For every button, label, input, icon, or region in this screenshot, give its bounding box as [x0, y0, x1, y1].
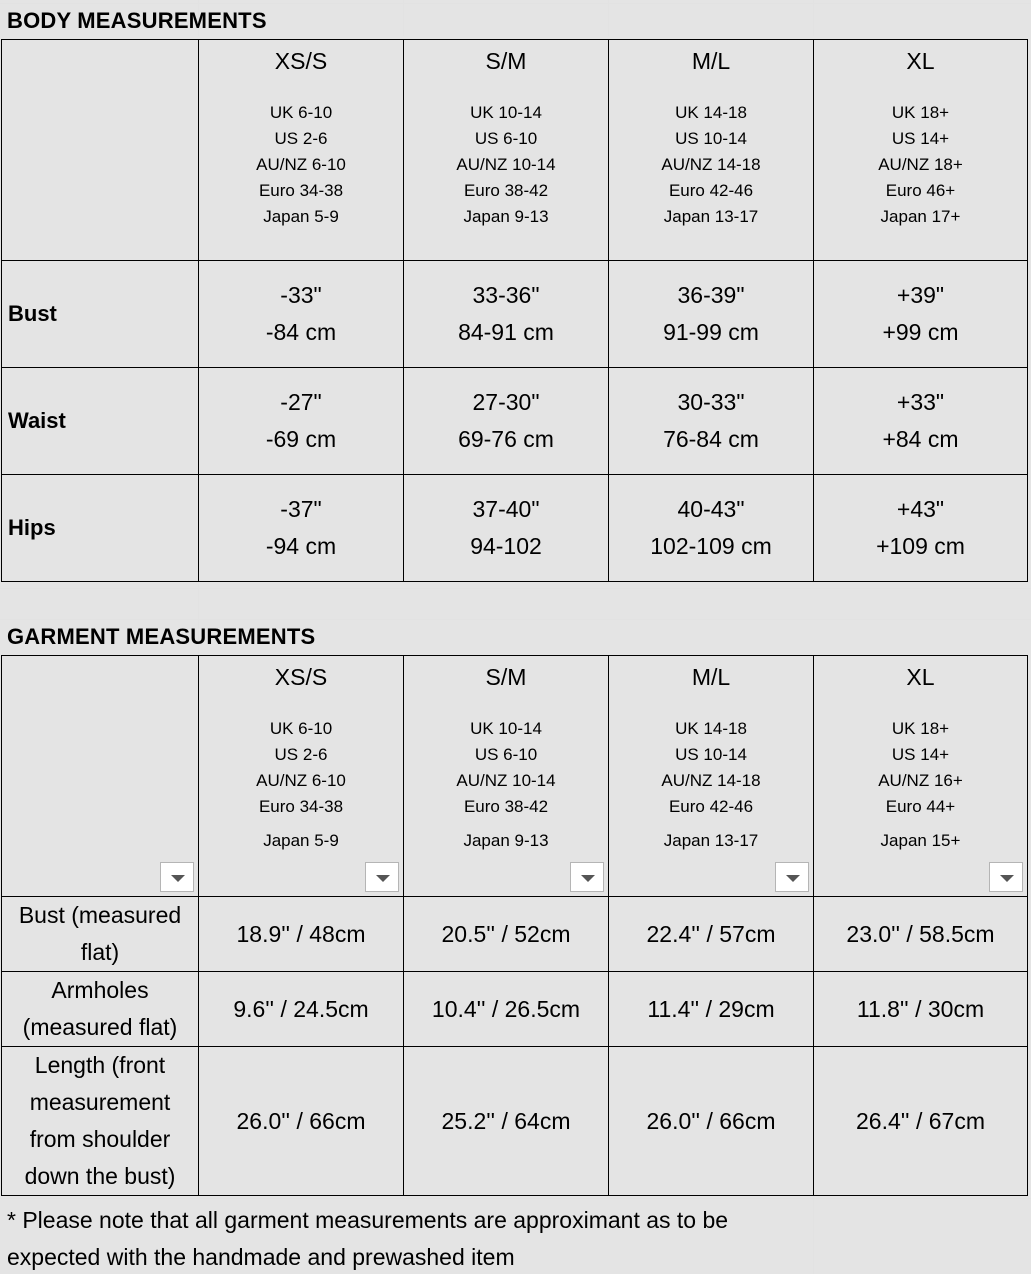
size-au: AU/NZ 6-10 — [256, 155, 346, 174]
measurement-cell — [814, 261, 1028, 368]
size-name: M/L — [691, 48, 731, 74]
value-cm: 94-102 — [470, 533, 542, 559]
value-cm: +99 cm — [882, 319, 959, 345]
filter-dropdown-icon[interactable] — [775, 862, 809, 892]
measurement-cell — [609, 475, 814, 582]
size-column-header — [814, 656, 1028, 897]
value-cm: 69-76 cm — [458, 426, 554, 452]
value-cm: +109 cm — [876, 533, 965, 559]
gridline — [0, 619, 1031, 620]
size-column-header — [199, 656, 404, 897]
row-label — [2, 897, 199, 972]
size-euro: Euro 38-42 — [463, 181, 549, 200]
size-column-header — [199, 40, 404, 261]
measurement-cell: 20.5'' / 52cm — [404, 897, 609, 972]
size-name: XS/S — [274, 48, 328, 74]
garment-row-bust — [2, 897, 1028, 972]
size-au: AU/NZ 14-18 — [661, 771, 761, 790]
empty-header-cell — [2, 656, 199, 897]
garment-size-header-row — [2, 656, 1028, 897]
value-cm: 76-84 cm — [663, 426, 759, 452]
size-column-header — [404, 656, 609, 897]
gridline — [813, 0, 814, 36]
value-inches: 37-40" — [472, 496, 540, 522]
empty-header-cell — [2, 40, 199, 261]
size-uk: UK 18+ — [891, 103, 950, 122]
measurement-cell — [404, 475, 609, 582]
size-us: US 2-6 — [274, 745, 328, 764]
size-japan: Japan 5-9 — [263, 831, 339, 850]
size-uk: UK 10-14 — [470, 103, 542, 122]
size-au: AU/NZ 18+ — [878, 155, 963, 174]
value-cm: 102-109 cm — [650, 533, 772, 559]
measurement-cell: 10.4'' / 26.5cm — [404, 972, 609, 1047]
value-cm: -69 cm — [265, 426, 337, 452]
measurement-cell: 11.8'' / 30cm — [814, 972, 1028, 1047]
row-label: Waist — [2, 368, 199, 475]
measurement-cell: 18.9'' / 48cm — [199, 897, 404, 972]
size-au: AU/NZ 6-10 — [256, 771, 346, 790]
size-name: S/M — [485, 664, 527, 690]
body-row-hips — [2, 475, 1028, 582]
gridline — [0, 3, 1031, 4]
body-row-waist — [2, 368, 1028, 475]
size-au: AU/NZ 10-14 — [456, 155, 556, 174]
filter-dropdown-icon[interactable] — [365, 862, 399, 892]
measurement-cell — [609, 261, 814, 368]
size-us: US 10-14 — [675, 745, 747, 764]
size-euro: Euro 38-42 — [463, 797, 549, 816]
filter-dropdown-icon[interactable] — [570, 862, 604, 892]
value-inches: -27" — [280, 389, 322, 415]
measurement-cell: 23.0'' / 58.5cm — [814, 897, 1028, 972]
measurement-cell: 11.4'' / 29cm — [609, 972, 814, 1047]
size-name: XL — [906, 48, 935, 74]
size-column-header — [814, 40, 1028, 261]
body-row-bust — [2, 261, 1028, 368]
measurement-cell — [199, 368, 404, 475]
gridline — [0, 1198, 1031, 1199]
size-uk: UK 18+ — [891, 719, 950, 738]
measurement-cell: 9.6'' / 24.5cm — [199, 972, 404, 1047]
row-label-line: measurement — [29, 1089, 171, 1115]
gridline — [403, 0, 404, 36]
filter-dropdown-icon[interactable] — [989, 862, 1023, 892]
measurement-cell — [404, 261, 609, 368]
value-cm: 84-91 cm — [458, 319, 554, 345]
size-euro: Euro 44+ — [885, 797, 956, 816]
size-japan: Japan 13-17 — [663, 831, 759, 850]
value-inches: -33" — [280, 282, 322, 308]
size-us: US 2-6 — [274, 129, 328, 148]
row-label: Bust — [2, 261, 199, 368]
row-label-line: Length (front — [34, 1052, 166, 1078]
size-column-header — [609, 656, 814, 897]
row-label: Hips — [2, 475, 199, 582]
size-japan: Japan 5-9 — [263, 207, 339, 226]
size-name: S/M — [485, 48, 527, 74]
size-euro: Euro 42-46 — [668, 181, 754, 200]
filter-dropdown-icon[interactable] — [160, 862, 194, 892]
size-japan: Japan 17+ — [880, 207, 961, 226]
body-measurements-table — [1, 39, 1028, 582]
value-inches: 33-36" — [472, 282, 540, 308]
size-japan: Japan 13-17 — [663, 207, 759, 226]
disclaimer-note — [7, 1202, 837, 1276]
measurement-cell: 26.0'' / 66cm — [609, 1047, 814, 1196]
measurement-cell: 25.2'' / 64cm — [404, 1047, 609, 1196]
value-inches: 27-30" — [472, 389, 540, 415]
value-cm: -84 cm — [265, 319, 337, 345]
row-label — [2, 972, 199, 1047]
size-au: AU/NZ 14-18 — [661, 155, 761, 174]
value-inches: +33" — [896, 389, 945, 415]
value-inches: -37" — [280, 496, 322, 522]
value-inches: 30-33" — [677, 389, 745, 415]
size-euro: Euro 34-38 — [258, 181, 344, 200]
size-name: XL — [906, 664, 935, 690]
size-au: AU/NZ 16+ — [878, 771, 963, 790]
size-us: US 14+ — [891, 129, 950, 148]
size-uk: UK 6-10 — [269, 719, 333, 738]
row-label-line: down the bust) — [24, 1163, 176, 1189]
measurement-cell — [404, 368, 609, 475]
size-euro: Euro 46+ — [885, 181, 956, 200]
size-column-header — [404, 40, 609, 261]
size-us: US 6-10 — [474, 129, 538, 148]
body-size-header-row — [2, 40, 1028, 261]
row-label-line: Armholes — [51, 977, 149, 1003]
value-cm: 91-99 cm — [663, 319, 759, 345]
measurement-cell — [609, 368, 814, 475]
garment-row-armholes — [2, 972, 1028, 1047]
body-measurements-heading: BODY MEASUREMENTS — [7, 8, 267, 33]
measurement-cell — [814, 475, 1028, 582]
row-label-line: (measured flat) — [22, 1014, 178, 1040]
size-us: US 6-10 — [474, 745, 538, 764]
garment-measurements-heading: GARMENT MEASUREMENTS — [7, 624, 316, 649]
gridline — [0, 588, 1031, 589]
row-label-line: Bust (measured — [18, 902, 182, 928]
value-inches: 40-43" — [677, 496, 745, 522]
measurement-cell: 26.0'' / 66cm — [199, 1047, 404, 1196]
value-inches: +43" — [896, 496, 945, 522]
value-cm: +84 cm — [882, 426, 959, 452]
row-label-line: flat) — [80, 939, 120, 965]
size-column-header — [609, 40, 814, 261]
row-label-line: from shoulder — [29, 1126, 171, 1152]
size-uk: UK 10-14 — [470, 719, 542, 738]
size-us: US 10-14 — [675, 129, 747, 148]
measurement-cell: 22.4'' / 57cm — [609, 897, 814, 972]
garment-row-length — [2, 1047, 1028, 1196]
size-japan: Japan 9-13 — [463, 207, 549, 226]
size-name: M/L — [691, 664, 731, 690]
value-inches: +39" — [896, 282, 945, 308]
measurement-cell — [199, 475, 404, 582]
note-line: * Please note that all garment measurements are approximant as to be — [7, 1207, 729, 1233]
row-label — [2, 1047, 199, 1196]
size-us: US 14+ — [891, 745, 950, 764]
garment-measurements-table — [1, 655, 1028, 1196]
size-au: AU/NZ 10-14 — [456, 771, 556, 790]
value-inches: 36-39" — [677, 282, 745, 308]
size-uk: UK 6-10 — [269, 103, 333, 122]
size-uk: UK 14-18 — [675, 719, 747, 738]
note-line: expected with the handmade and prewashed item — [7, 1244, 515, 1270]
size-uk: UK 14-18 — [675, 103, 747, 122]
size-euro: Euro 42-46 — [668, 797, 754, 816]
measurement-cell — [814, 368, 1028, 475]
gridline — [608, 0, 609, 36]
size-japan: Japan 15+ — [880, 831, 961, 850]
measurement-cell — [199, 261, 404, 368]
size-japan: Japan 9-13 — [463, 831, 549, 850]
size-euro: Euro 34-38 — [258, 797, 344, 816]
value-cm: -94 cm — [265, 533, 337, 559]
measurement-cell: 26.4'' / 67cm — [814, 1047, 1028, 1196]
size-name: XS/S — [274, 664, 328, 690]
